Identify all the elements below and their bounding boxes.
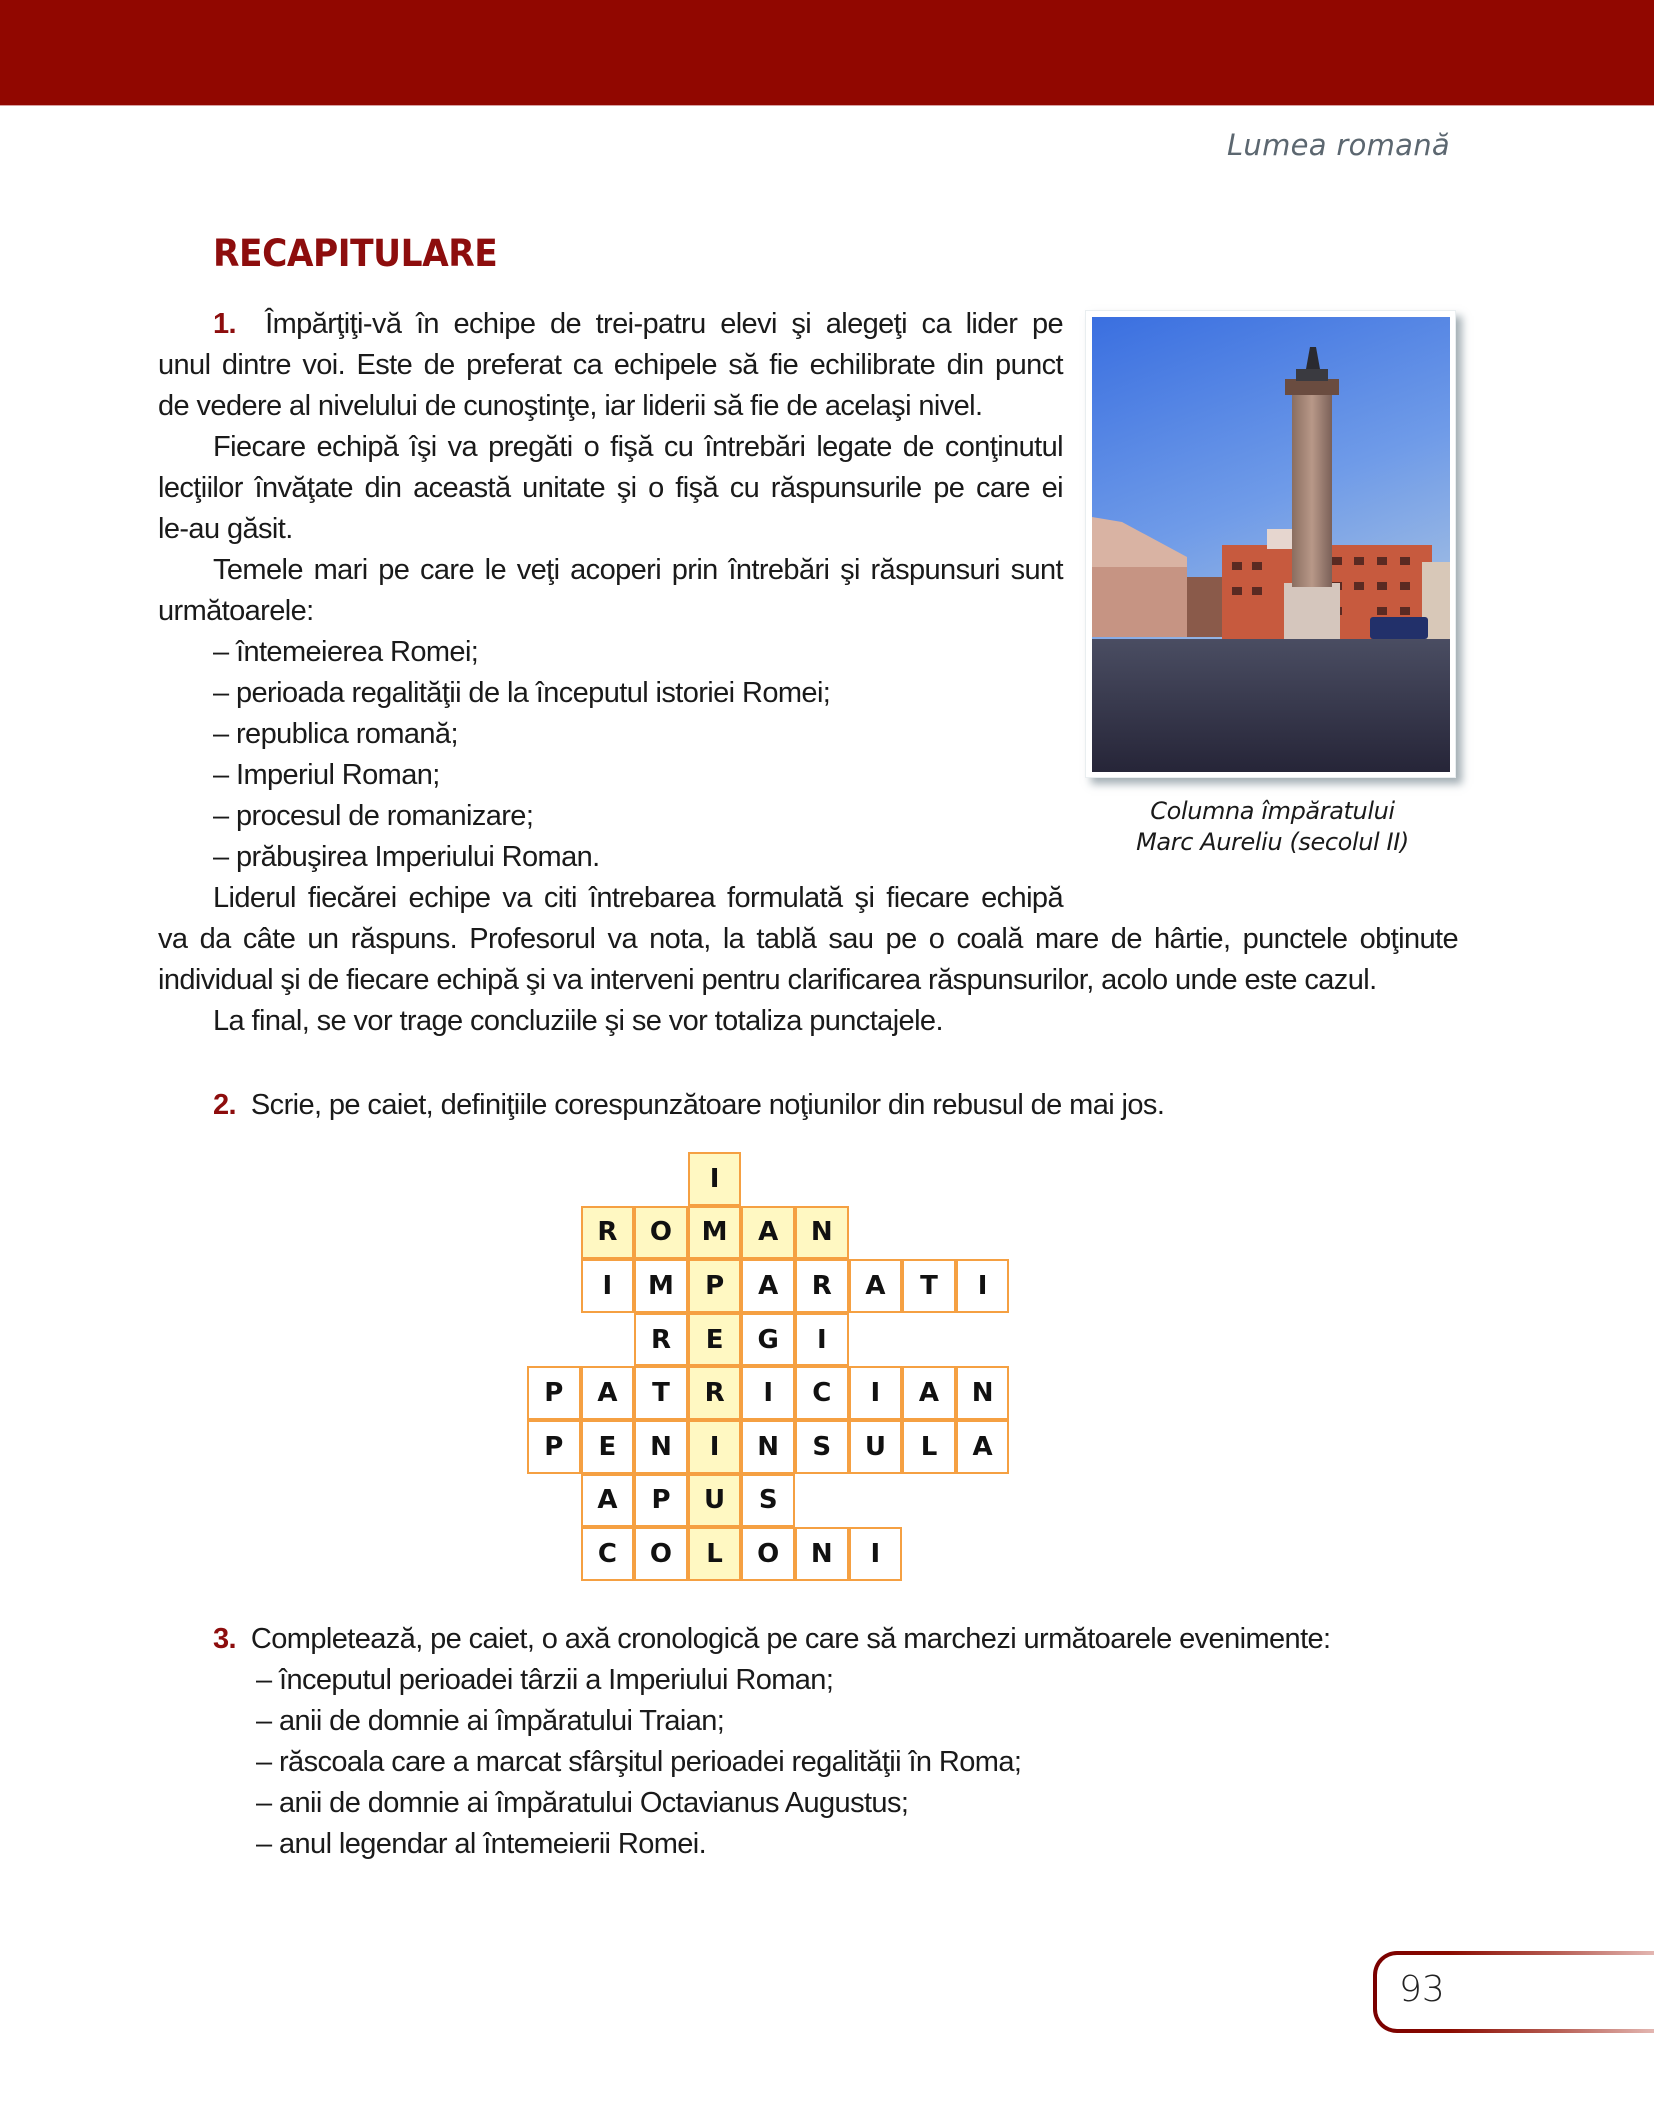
crossword-cell: I — [956, 1259, 1010, 1313]
exercise-number: 1. — [213, 308, 236, 340]
caption-line: Marc Aureliu (secolul II) — [1136, 828, 1409, 856]
crossword-cell: T — [634, 1366, 688, 1420]
exercise-1 — [158, 304, 1063, 919]
exercise-1-line: La final, se vor trage concluziile şi se vor totaliza punctajele. — [213, 1005, 943, 1037]
crossword-cell: I — [849, 1527, 903, 1581]
crossword-cell: O — [741, 1527, 795, 1581]
crossword-cell: O — [634, 1206, 688, 1260]
exercise-1-line: le-au găsit. — [158, 513, 293, 545]
topic-item: – republica romană; — [213, 718, 458, 750]
crossword-cell: A — [581, 1474, 635, 1528]
exercise-number: 2. — [213, 1089, 236, 1121]
crossword-cell: C — [795, 1366, 849, 1420]
exercise-3 — [213, 1619, 1331, 1865]
crossword-cell: R — [795, 1259, 849, 1313]
crossword-cell: E — [581, 1420, 635, 1474]
crossword-cell: M — [688, 1206, 742, 1260]
photo-frame — [1085, 310, 1456, 778]
page-number: 93 — [1399, 1969, 1445, 2010]
column-photo-image — [1092, 317, 1450, 772]
page-number-box — [1373, 1951, 1654, 2033]
exercise-3-text: Completează, pe caiet, o axă cronologică pe care să marchezi următoarele evenimente: — [250, 1623, 1331, 1655]
exercise-1-line: Temele mari pe care le veţi acoperi prin întrebări şi răspunsuri sunt — [213, 554, 1063, 586]
event-item: – anii de domnie ai împăratului Octavianus Augustus; — [256, 1787, 909, 1819]
crossword-cell: I — [741, 1366, 795, 1420]
section-title: RECAPITULARE — [213, 232, 498, 275]
crossword-cell: S — [795, 1420, 849, 1474]
crossword-cell: C — [581, 1527, 635, 1581]
crossword-cell: R — [688, 1366, 742, 1420]
event-item: – răscoala care a marcat sfârşitul perioadei regalităţii în Roma; — [256, 1746, 1022, 1778]
exercise-1-line: Fiecare echipă îşi va pregăti o fişă cu întrebări legate de conţinutul — [213, 431, 1063, 463]
crossword-cell: I — [688, 1152, 742, 1206]
crossword-cell: P — [634, 1474, 688, 1528]
crossword-cell: P — [527, 1366, 581, 1420]
crossword-cell: R — [581, 1206, 635, 1260]
event-item: – începutul perioadei târzii a Imperiului Roman; — [256, 1664, 834, 1696]
crossword-cell: L — [688, 1527, 742, 1581]
crossword-cell: N — [795, 1206, 849, 1260]
topic-item: – întemeierea Romei; — [213, 636, 479, 668]
crossword-cell: A — [849, 1259, 903, 1313]
crossword-cell: O — [634, 1527, 688, 1581]
exercise-1-line: următoarele: — [158, 595, 314, 627]
crossword-cell: A — [581, 1366, 635, 1420]
exercise-1-line: va da câte un răspuns. Profesorul va nota, la tablă sau pe o coală mare de hârtie, punctele obţinute — [158, 923, 1458, 955]
exercise-1-line: individual şi de fiecare echipă şi va interveni pentru clarificarea răspunsurilor, acolo unde este cazul. — [158, 964, 1377, 996]
exercise-2 — [213, 1085, 1164, 1126]
exercise-1-line: de vedere al nivelului de cunoştinţe, iar liderii să fie de acelaşi nivel. — [158, 390, 983, 422]
crossword-cell: L — [902, 1420, 956, 1474]
photo-caption — [1100, 796, 1445, 858]
exercise-1-closing — [158, 919, 1458, 1042]
crossword-cell: N — [956, 1366, 1010, 1420]
crossword-cell: A — [741, 1259, 795, 1313]
topic-item: – perioada regalităţii de la începutul istoriei Romei; — [213, 677, 831, 709]
event-item: – anii de domnie ai împăratului Traian; — [256, 1705, 725, 1737]
crossword-cell: G — [741, 1313, 795, 1367]
topic-item: – procesul de romanizare; — [213, 800, 534, 832]
crossword-cell: S — [741, 1474, 795, 1528]
crossword-cell: I — [581, 1259, 635, 1313]
exercise-1-line: lecţiilor învăţate din această unitate şi o fişă cu răspunsurile pe care ei — [158, 472, 1063, 504]
header-bar — [0, 0, 1654, 106]
exercise-1-line: unul dintre voi. Este de preferat ca echipele să fie echilibrate din punct — [158, 349, 1063, 381]
running-title: Lumea romană — [1226, 128, 1450, 162]
caption-line: Columna împăratului — [1150, 797, 1395, 825]
crossword-cell: I — [849, 1366, 903, 1420]
crossword-cell: T — [902, 1259, 956, 1313]
crossword-cell: I — [795, 1313, 849, 1367]
crossword-cell: A — [902, 1366, 956, 1420]
crossword-cell: U — [688, 1474, 742, 1528]
crossword-cell: P — [527, 1420, 581, 1474]
exercise-1-line: 1. Împărţiţi-vă în echipe de trei-patru elevi şi alegeţi ca lider pe — [213, 308, 1063, 340]
crossword-cell: E — [688, 1313, 742, 1367]
crossword-cell: N — [634, 1420, 688, 1474]
crossword-cell: N — [741, 1420, 795, 1474]
topic-item: – Imperiul Roman; — [213, 759, 440, 791]
exercise-1-line: Liderul fiecărei echipe va citi întrebarea formulată şi fiecare echipă — [213, 882, 1063, 914]
crossword-cell: A — [956, 1420, 1010, 1474]
crossword-cell: A — [741, 1206, 795, 1260]
crossword-cell: U — [849, 1420, 903, 1474]
topic-item: – prăbuşirea Imperiului Roman. — [213, 841, 600, 873]
crossword-cell: R — [634, 1313, 688, 1367]
event-item: – anul legendar al întemeierii Romei. — [256, 1828, 707, 1860]
exercise-number: 3. — [213, 1623, 236, 1655]
exercise-2-text: Scrie, pe caiet, definiţiile corespunzătoare noţiunilor din rebusul de mai jos. — [250, 1089, 1165, 1121]
crossword-cell: P — [688, 1259, 742, 1313]
crossword-cell: N — [795, 1527, 849, 1581]
crossword-cell: M — [634, 1259, 688, 1313]
crossword-cell: I — [688, 1420, 742, 1474]
column-photo — [1092, 317, 1450, 772]
